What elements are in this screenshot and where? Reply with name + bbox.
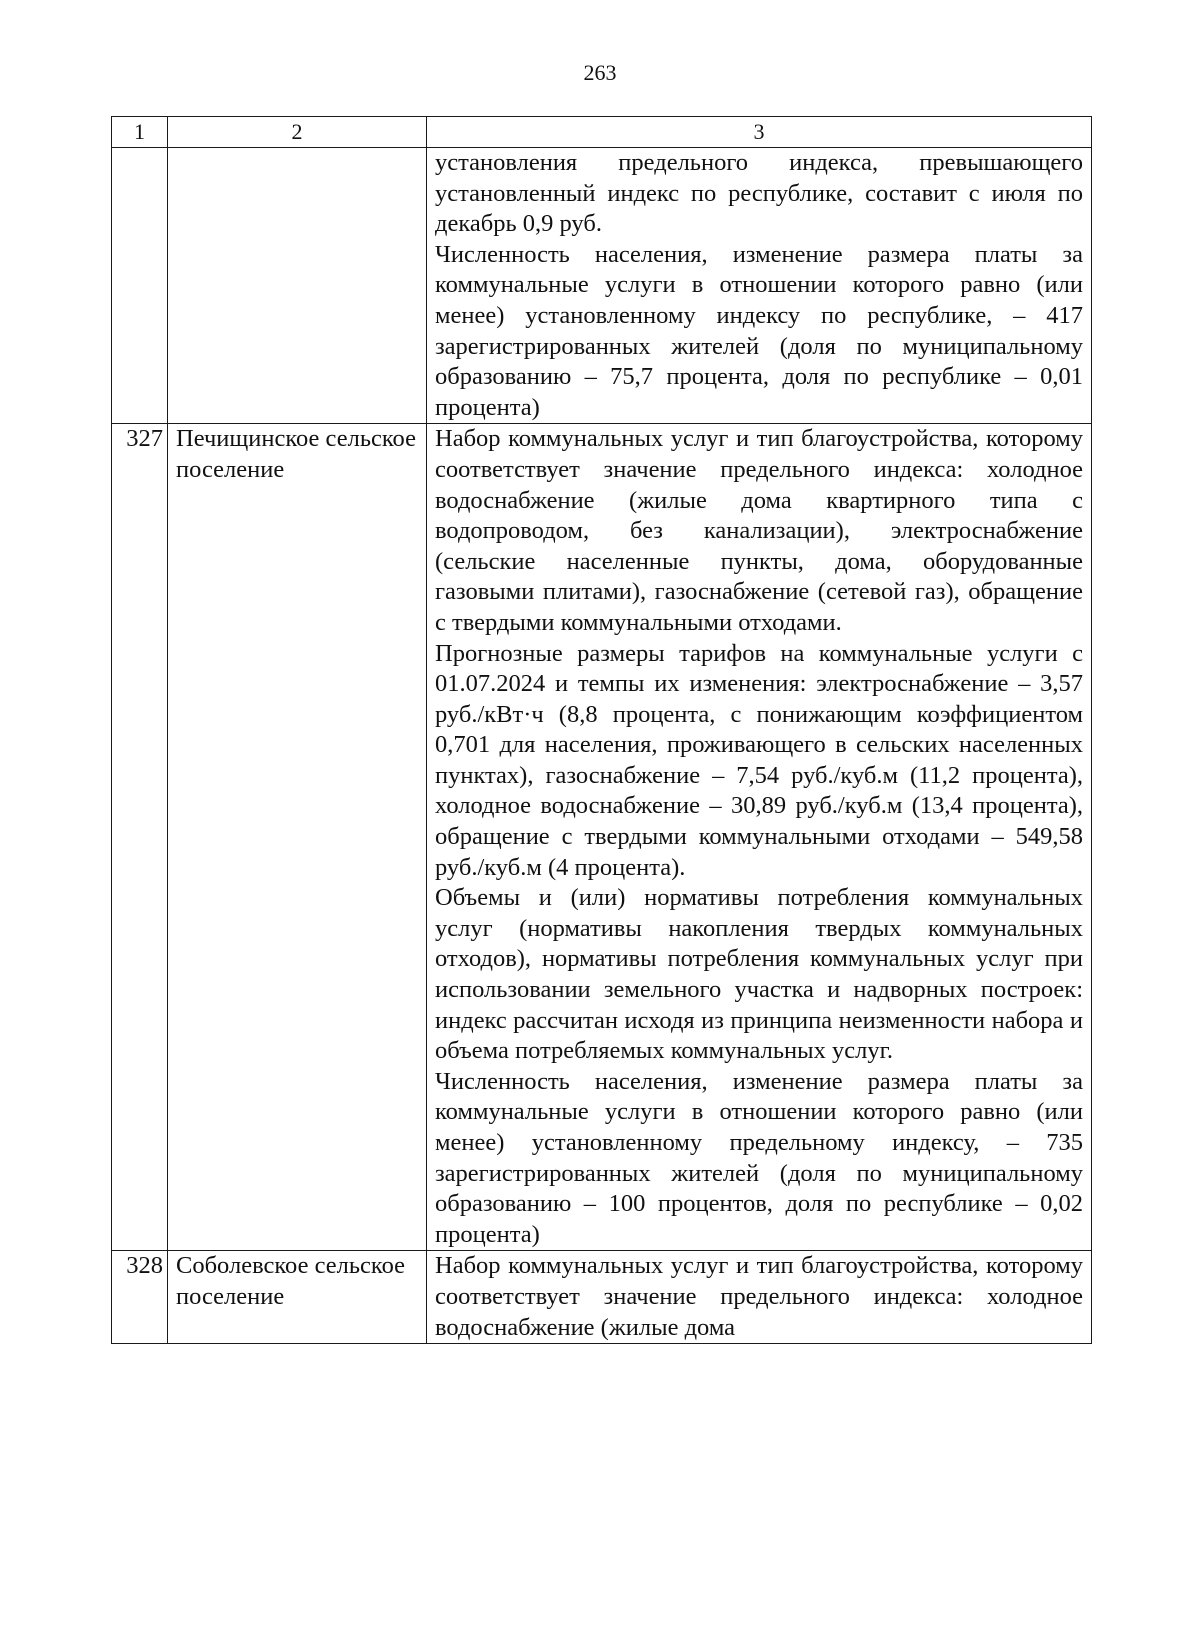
municipality-name-cell — [168, 148, 427, 424]
table-row — [112, 148, 1092, 424]
description-paragraph: Численность населения, изменение размера платы за коммунальные услуги в отношении которого равно (или менее) установленному предельному индексу, – 735 зарегистрированных жителей (доля по муниципальному образованию – 100 процентов, доля по республике – 0,02 процента) — [435, 1067, 1083, 1248]
municipality-name-cell: Соболевское сельское поселение — [168, 1251, 427, 1344]
row-number-cell — [112, 148, 168, 424]
table-header-row — [112, 117, 1092, 148]
description-cell — [427, 148, 1092, 424]
description-cell — [427, 1251, 1092, 1344]
description-paragraph: Численность населения, изменение размера платы за коммунальные услуги в отношении которого равно (или менее) установленному индексу по республике, – 417 зарегистрированных жителей (доля по муниципальному образованию – 75,7 процента, доля по республике – 0,01 процента) — [435, 240, 1083, 421]
row-number-cell: 328 — [112, 1251, 168, 1344]
municipality-index-table — [111, 116, 1092, 1344]
table-row — [112, 424, 1092, 1251]
description-cell — [427, 424, 1092, 1251]
description-paragraph: установления предельного индекса, превышающего установленный индекс по республике, составит с июля по декабрь 0,9 руб. — [435, 149, 1083, 238]
column-header-3: 3 — [427, 117, 1092, 148]
description-paragraph: Объемы и (или) нормативы потребления коммунальных услуг (нормативы накопления твердых коммунальных отходов), нормативы потребления коммунальных услуг при использовании земельного участка и надворных построек: индекс рассчитан исходя из принципа неизменности набора и объема потребляемых коммунальных услуг. — [435, 884, 1083, 1065]
table-row — [112, 1251, 1092, 1344]
column-header-1: 1 — [112, 117, 168, 148]
municipality-name-cell: Печищинское сельское поселение — [168, 424, 427, 1251]
column-header-2: 2 — [168, 117, 427, 148]
row-number-cell: 327 — [112, 424, 168, 1251]
description-paragraph: Набор коммунальных услуг и тип благоустройства, которому соответствует значение предельного индекса: холодное водоснабжение (жилые дома квартирного типа с водопроводом, без канализации), электроснабжение (сельские населенные пункты, дома, оборудованные газовыми плитами), газоснабжение (сетевой газ), обращение с твердыми коммунальными отходами. — [435, 425, 1083, 636]
page-number: 263 — [583, 60, 617, 85]
description-paragraph: Набор коммунальных услуг и тип благоустройства, которому соответствует значение предельного индекса: холодное водоснабжение (жилые дома — [435, 1252, 1083, 1341]
description-paragraph: Прогнозные размеры тарифов на коммунальные услуги с 01.07.2024 и темпы их изменения: электроснабжение – 3,57 руб./кВт·ч (8,8 процента, с понижающим коэффициентом 0,701 для населения, проживающего в сельских населенных пунктах), газоснабжение – 7,54 руб./куб.м (11,2 процента), холодное водоснабжение – 30,89 руб./куб.м (13,4 процента), обращение с твердыми коммунальными отходами – 549,58 руб./куб.м (4 процента). — [435, 639, 1083, 881]
